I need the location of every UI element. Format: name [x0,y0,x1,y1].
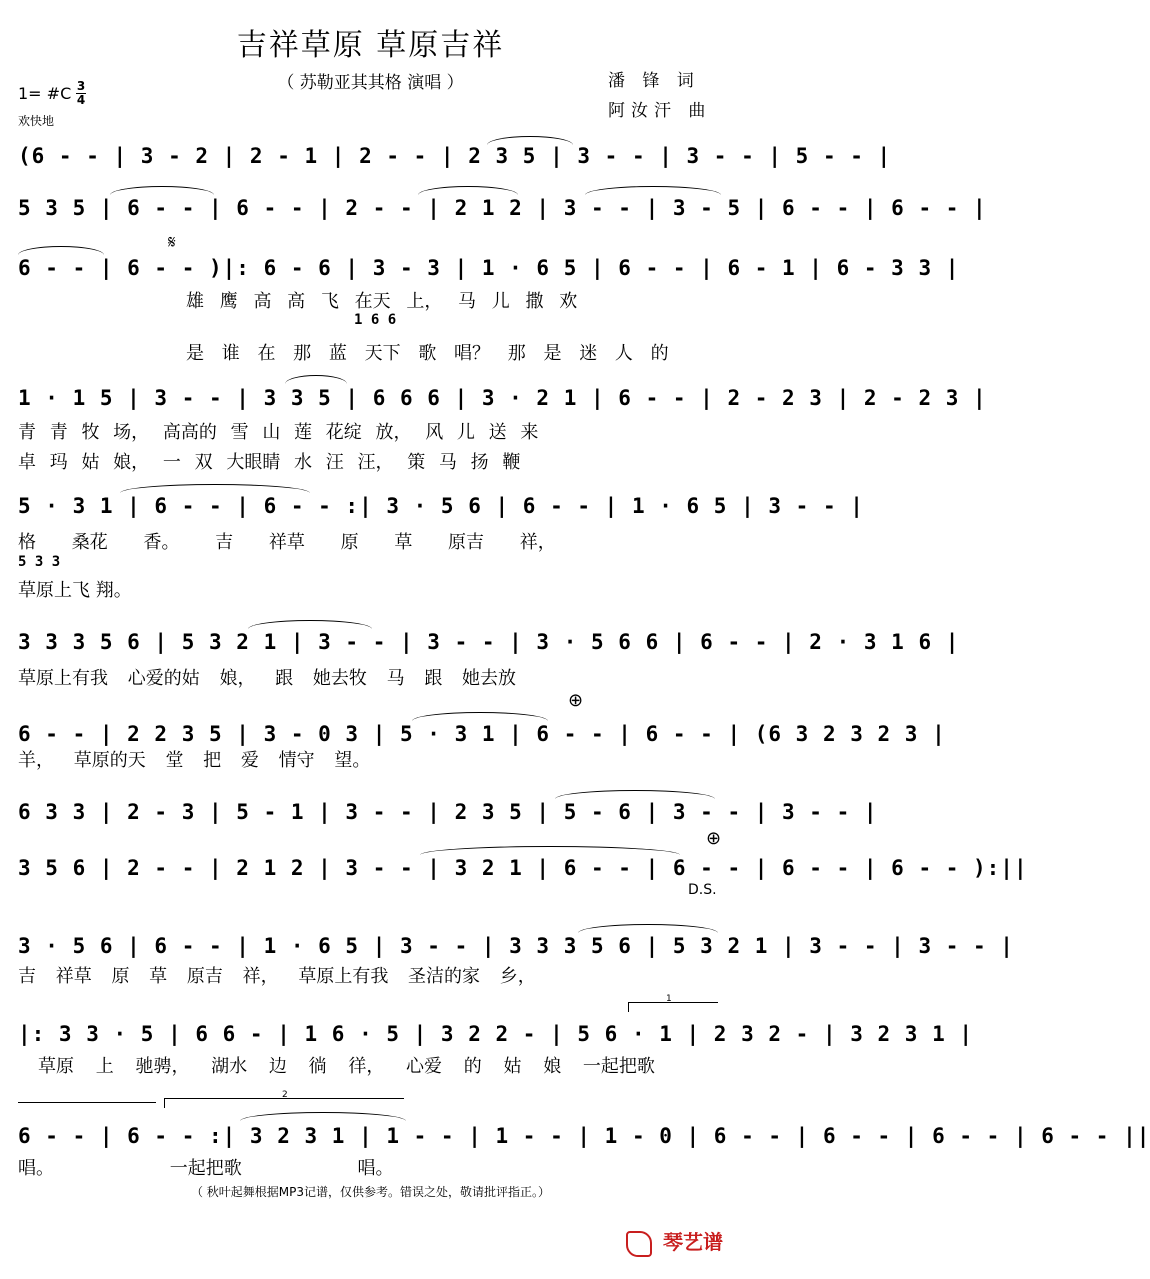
site-logo [626,1226,723,1257]
alternate-notes-row-5: 5 3 3 [18,554,61,570]
alternate-notes-row-3: 1 6 6 [354,312,397,328]
score-row-7: 6 - - | 2 2 3 5 | 3 - 0 3 | 5 · 3 1 | 6 - - | 6 - - | (6 3 2 3 2 3 | [18,722,946,746]
score-row-9: 3 5 6 | 2 - - | 2 1 2 | 3 - - | 3 2 1 | 6 - - | 6 - - | 6 - - | 6 - - ):|| [18,856,1028,880]
segno-sign: 𝄋 [168,232,176,253]
lyric-row-7: 羊， 草原的天 堂 把 爱 情守 望。 [18,750,371,771]
piano-logo-icon [626,1231,652,1257]
dal-segno-mark: D.S. [688,882,717,898]
lyric-row-5-verse-1: 格 桑花 香。 吉 祥草 原 草 原吉 祥， [18,532,556,553]
lyric-row-11: 草原 上 驰骋， 湖水 边 徜 徉， 心爱 的 姑 娘 一起把歌 [38,1056,655,1077]
lyricist-credit: 潘 锋 词 [608,71,700,91]
lyric-row-3-verse-1: 雄 鹰 高 高 飞 在天 上， 马 儿 撒 欢 [186,291,578,312]
time-signature-top: 3 [76,79,86,93]
lyric-row-12: 唱。 一起把歌 唱。 [18,1158,394,1179]
tempo-marking: 欢快地 [18,114,55,128]
transcriber-note: （ 秋叶起舞根据MP3记谱，仅供参考。错误之处，敬请批评指正。） [190,1185,551,1199]
lyric-row-10: 吉 祥草 原 草 原吉 祥， 草原上有我 圣洁的家 乡， [18,966,536,987]
volta-1-number: 1 [666,994,672,1004]
lyric-row-6: 草原上有我 心爱的姑 娘， 跟 她去牧 马 跟 她去放 [18,668,517,689]
time-signature-bottom: 4 [76,93,86,107]
lyric-row-4-verse-2: 卓 玛 姑 娘， 一 双 大眼睛 水 汪 汪， 策 马 扬 鞭 [18,452,521,473]
composer-credit: 阿汝汗 曲 [608,101,712,121]
score-row-5: 5 · 3 1 | 6 - - | 6 - - :| 3 · 5 6 | 6 - - | 1 · 6 5 | 3 - - | [18,494,864,518]
coda-sign-2: ⊕ [706,828,722,849]
lyric-row-4-verse-1: 青 青 牧 场， 高高的 雪 山 莲 花绽 放， 风 儿 送 来 [18,422,539,443]
coda-sign-1: ⊕ [568,690,584,711]
score-row-1: (6 - - | 3 - 2 | 2 - 1 | 2 - - | 2 3 5 | 3 - - | 3 - - | 5 - - | [18,144,892,168]
site-logo-text: 琴艺谱 [663,1230,723,1254]
score-row-6: 3 3 3 5 6 | 5 3 2 1 | 3 - - | 3 - - | 3 · 5 6 6 | 6 - - | 2 · 3 1 6 | [18,630,960,654]
key-signature: 1= #C [18,84,72,103]
score-row-11: |: 3 3 · 5 | 6 6 - | 1 6 · 5 | 3 2 2 - | 5 6 · 1 | 2 3 2 - | 3 2 3 1 | [18,1022,974,1046]
volta-2-number: 2 [282,1090,288,1100]
score-row-4: 1 · 1 5 | 3 - - | 3 3 5 | 6 6 6 | 3 · 2 1 | 6 - - | 2 - 2 3 | 2 - 2 3 | [18,386,987,410]
time-signature [76,80,86,107]
score-row-10: 3 · 5 6 | 6 - - | 1 · 6 5 | 3 - - | 3 3 3 5 6 | 5 3 2 1 | 3 - - | 3 - - | [18,934,1014,958]
score-row-2: 5 3 5 | 6 - - | 6 - - | 2 - - | 2 1 2 | 3 - - | 3 - 5 | 6 - - | 6 - - | [18,196,987,220]
song-title: 吉祥草原 草原吉祥 [236,28,505,63]
score-row-3: 6 - - | 6 - - )|: 6 - 6 | 3 - 3 | 1 · 6 5 | 6 - - | 6 - 1 | 6 - 3 3 | [18,256,960,280]
score-row-8: 6 3 3 | 2 - 3 | 5 - 1 | 3 - - | 2 3 5 | 5 - 6 | 3 - - | 3 - - | [18,800,878,824]
score-row-12: 6 - - | 6 - - :| 3 2 3 1 | 1 - - | 1 - - | 1 - 0 | 6 - - | 6 - - | 6 - - | 6 - - || [18,1124,1150,1148]
lyric-row-5-verse-2: 草原上飞 翔。 [18,580,132,601]
lyric-row-3-verse-2: 是 谁 在 那 蓝 天下 歌 唱？ 那 是 迷 人 的 [186,343,669,364]
performer-subtitle: （ 苏勒亚其其格 演唱 ） [277,73,464,93]
